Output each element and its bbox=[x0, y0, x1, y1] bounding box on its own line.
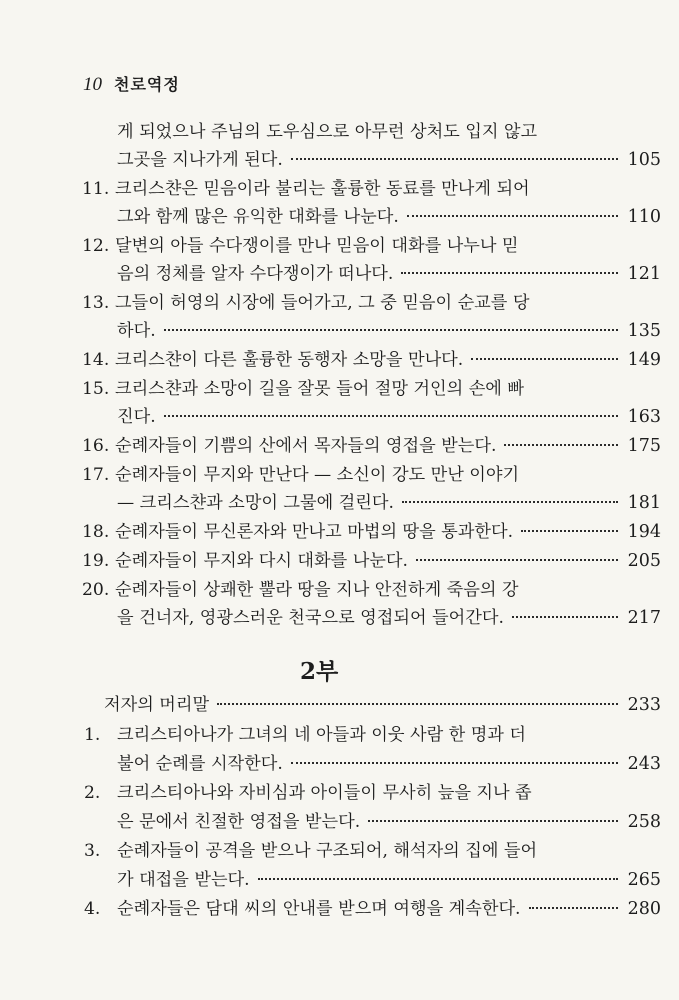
toc-page-number: 243 bbox=[627, 754, 661, 774]
dot-leader bbox=[512, 615, 618, 618]
toc-number: 2. bbox=[84, 783, 101, 803]
toc-text: 달변의 아들 수다쟁이를 만나 믿음이 대화를 나누나 믿 bbox=[115, 236, 519, 256]
dot-leader bbox=[368, 819, 618, 822]
toc-entry-line bbox=[82, 546, 661, 576]
dot-leader bbox=[471, 357, 618, 360]
toc-entry-line bbox=[82, 431, 661, 461]
toc-page-number: 163 bbox=[627, 407, 661, 427]
toc-number: 18. bbox=[82, 522, 110, 542]
dot-leader bbox=[521, 529, 618, 532]
toc-number: 1. bbox=[84, 725, 101, 745]
toc-entry-line bbox=[82, 288, 661, 318]
toc-text: 음의 정체를 알자 수다쟁이가 떠나다. bbox=[117, 264, 394, 284]
toc-page-number: 121 bbox=[627, 264, 661, 284]
toc-text: 순례자들이 공격을 받으나 구조되어, 해석자의 집에 들어 bbox=[117, 841, 538, 861]
toc-text: 크리스티아나와 자비심과 아이들이 무사히 늪을 지나 좁 bbox=[117, 783, 532, 803]
book-title: 천로역정 bbox=[114, 75, 180, 94]
toc-continuation-line bbox=[117, 316, 661, 346]
toc-entry-line bbox=[84, 720, 661, 750]
toc-number: 12. bbox=[82, 236, 110, 256]
toc-text: 은 문에서 친절한 영접을 받는다. bbox=[117, 812, 361, 832]
toc-entry-line bbox=[82, 374, 661, 404]
toc-text: 그곳을 지나가게 된다. bbox=[117, 150, 283, 170]
toc-entry-line bbox=[82, 345, 661, 375]
page-number: 10 bbox=[83, 74, 102, 95]
toc-page-number: 105 bbox=[627, 150, 661, 170]
running-header bbox=[83, 72, 180, 98]
toc-text: 진다. bbox=[117, 407, 156, 427]
toc-text: 저자의 머리말 bbox=[104, 695, 210, 715]
toc-entry-line bbox=[104, 690, 661, 720]
dot-leader bbox=[217, 702, 618, 705]
toc-page-number: 265 bbox=[627, 870, 661, 890]
toc-page-number: 175 bbox=[627, 436, 661, 456]
toc-text: 순례자들이 무신론자와 만나고 마법의 땅을 통과한다. bbox=[115, 522, 514, 542]
toc-entry-line bbox=[84, 836, 661, 866]
toc-page-number: 258 bbox=[627, 812, 661, 832]
toc-entry-line bbox=[82, 575, 661, 605]
toc-page-number: 233 bbox=[627, 695, 661, 715]
toc-number: 16. bbox=[82, 436, 110, 456]
toc-continuation-line bbox=[117, 488, 661, 518]
toc-text: 불어 순례를 시작한다. bbox=[117, 754, 283, 774]
toc-number: 4. bbox=[84, 899, 101, 919]
toc-page-number: 205 bbox=[627, 551, 661, 571]
toc-page-number: 135 bbox=[627, 321, 661, 341]
toc-page-number: 194 bbox=[627, 522, 661, 542]
toc-text: 을 건너자, 영광스러운 천국으로 영접되어 들어간다. bbox=[117, 608, 504, 628]
toc-entry-line bbox=[82, 231, 661, 261]
toc-continuation-line bbox=[117, 202, 661, 232]
toc-number: 17. bbox=[82, 465, 110, 485]
toc-text: 순례자들이 무지와 만난다 — 소신이 강도 만난 이야기 bbox=[115, 465, 520, 485]
toc-continuation-line bbox=[117, 603, 661, 633]
toc-page-number: 217 bbox=[627, 608, 661, 628]
toc-text: 그와 함께 많은 유익한 대화를 나눈다. bbox=[117, 207, 399, 227]
dot-leader bbox=[291, 761, 618, 764]
toc-text: 순례자들이 기쁨의 산에서 목자들의 영접을 받는다. bbox=[115, 436, 497, 456]
dot-leader bbox=[504, 443, 618, 446]
toc-continuation-line bbox=[117, 807, 661, 837]
toc-page-number: 181 bbox=[627, 493, 661, 513]
toc-continuation-line bbox=[117, 145, 661, 175]
toc-text: 순례자들이 상쾌한 뿔라 땅을 지나 안전하게 죽음의 강 bbox=[115, 580, 519, 600]
toc-number: 19. bbox=[82, 551, 110, 571]
toc-continuation-line bbox=[117, 117, 661, 147]
toc-page-number: 149 bbox=[627, 350, 661, 370]
toc-text: — 크리스챤과 소망이 그물에 걸린다. bbox=[117, 493, 394, 513]
toc-number: 3. bbox=[84, 841, 101, 861]
toc-continuation-line bbox=[117, 865, 661, 895]
toc-number: 15. bbox=[82, 379, 110, 399]
dot-leader bbox=[164, 414, 618, 417]
dot-leader bbox=[529, 906, 618, 909]
toc-entry-line bbox=[82, 174, 661, 204]
toc-text: 크리스티아나가 그녀의 네 아들과 이웃 사람 한 명과 더 bbox=[117, 725, 526, 745]
toc-page-number: 110 bbox=[627, 207, 661, 227]
toc-text: 순례자들이 무지와 다시 대화를 나눈다. bbox=[115, 551, 408, 571]
toc-number: 14. bbox=[82, 350, 110, 370]
dot-leader bbox=[416, 558, 618, 561]
toc-text: 게 되었으나 주님의 도우심으로 아무런 상처도 입지 않고 bbox=[117, 122, 538, 142]
dot-leader bbox=[401, 271, 618, 274]
dot-leader bbox=[258, 877, 618, 880]
toc-text: 크리스챤이 다른 훌륭한 동행자 소망을 만나다. bbox=[115, 350, 464, 370]
toc-continuation-line bbox=[117, 402, 661, 432]
toc-number: 13. bbox=[82, 293, 110, 313]
part-title: 2부 bbox=[300, 658, 339, 685]
toc-entry-line bbox=[84, 894, 661, 924]
toc-text: 가 대접을 받는다. bbox=[117, 870, 250, 890]
toc-text: 순례자들은 담대 씨의 안내를 받으며 여행을 계속한다. bbox=[117, 899, 521, 919]
dot-leader bbox=[407, 214, 618, 217]
toc-entry-line bbox=[82, 460, 661, 490]
toc-text: 크리스챤은 믿음이라 불리는 훌륭한 동료를 만나게 되어 bbox=[115, 179, 530, 199]
dot-leader bbox=[291, 157, 618, 160]
toc-text: 하다. bbox=[117, 321, 156, 341]
toc-page-number: 280 bbox=[627, 899, 661, 919]
toc-entry-line bbox=[82, 517, 661, 547]
toc-text: 크리스챤과 소망이 길을 잘못 들어 절망 거인의 손에 빠 bbox=[115, 379, 524, 399]
toc-text: 그들이 허영의 시장에 들어가고, 그 중 믿음이 순교를 당 bbox=[115, 293, 530, 313]
dot-leader bbox=[402, 500, 618, 503]
toc-number: 20. bbox=[82, 580, 110, 600]
toc-continuation-line bbox=[117, 749, 661, 779]
dot-leader bbox=[164, 328, 618, 331]
toc-continuation-line bbox=[117, 259, 661, 289]
toc-entry-line bbox=[84, 778, 661, 808]
toc-number: 11. bbox=[82, 179, 110, 199]
